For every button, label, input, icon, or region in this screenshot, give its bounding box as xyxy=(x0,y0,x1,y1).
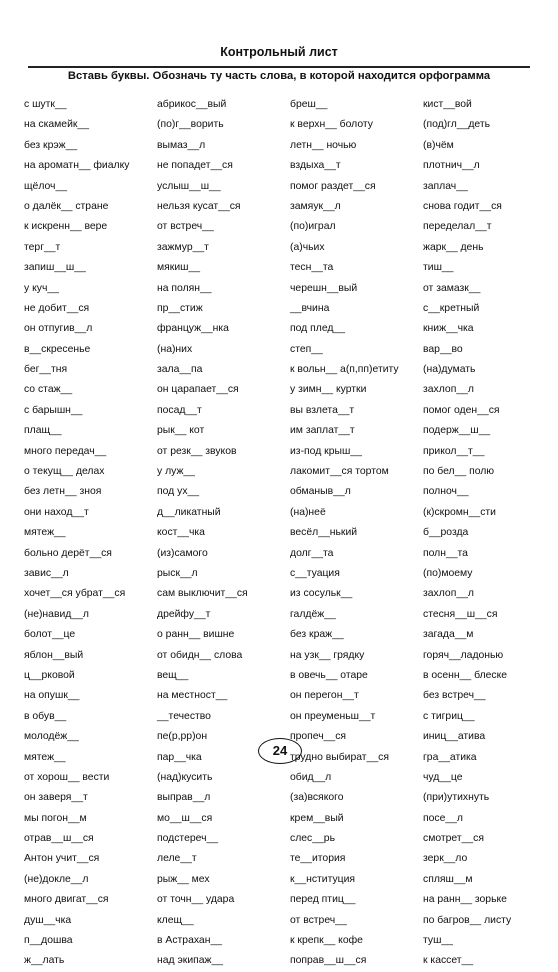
exercise-item: по бел__ полю xyxy=(423,466,495,478)
exercise-item: __вчина xyxy=(290,302,330,314)
exercise-item: под ух__ xyxy=(157,486,200,498)
exercise-item: снова годит__ся xyxy=(423,200,502,212)
exercise-item: пар__чка xyxy=(157,751,202,763)
exercise-item: к искренн__ вере xyxy=(24,221,108,233)
exercise-item: (под)гл__деть xyxy=(423,119,491,131)
exercise-item: перед птиц__ xyxy=(290,894,356,906)
exercise-item: вздыха__т xyxy=(290,160,341,172)
exercise-item: вымаз__л xyxy=(157,139,206,151)
exercise-item: из-под крыш__ xyxy=(290,445,362,457)
exercise-item: рык__ кот xyxy=(157,425,205,437)
exercise-item: плащ__ xyxy=(24,425,62,437)
exercise-item: с барышн__ xyxy=(24,404,83,416)
exercise-item: леле__т xyxy=(157,853,197,865)
exercise-item: посе__л xyxy=(423,812,463,824)
exercise-item: о ранн__ вишне xyxy=(157,629,235,641)
exercise-item: заплач__ xyxy=(423,180,468,192)
exercise-item: рыск__л xyxy=(157,567,198,579)
exercise-item: д__ликатный xyxy=(157,506,221,518)
exercise-item: без крэж__ xyxy=(24,139,78,151)
exercise-item: от замазк__ xyxy=(423,282,481,294)
exercise-item: в осенн__ блеске xyxy=(423,669,508,681)
exercise-item: обид__л xyxy=(290,771,332,783)
exercise-item: мякиш__ xyxy=(157,262,201,274)
exercise-item: иниц__атива xyxy=(423,731,486,743)
exercise-item: больно дерёт__ся xyxy=(24,547,112,559)
exercise-item: он отпугив__л xyxy=(24,323,93,335)
page-title: Контрольный лист xyxy=(220,45,338,59)
exercise-item: летн__ ночью xyxy=(290,139,357,151)
exercise-item: с тигриц__ xyxy=(423,710,475,722)
exercise-item: (по)моему xyxy=(423,567,473,579)
exercise-item: Антон учит__ся xyxy=(24,853,100,865)
word-column-3 xyxy=(290,95,420,972)
exercise-item: яблон__вый xyxy=(24,649,84,661)
exercise-item: от встреч__ xyxy=(290,914,347,926)
exercise-item: с__кретный xyxy=(423,302,480,314)
exercise-item: гра__атика xyxy=(423,751,477,763)
exercise-item: вар__во xyxy=(423,343,463,355)
exercise-item: захлоп__л xyxy=(423,588,474,600)
exercise-item: к__нституция xyxy=(290,873,356,885)
exercise-item: (на)думать xyxy=(423,364,476,376)
exercise-item: завис__л xyxy=(24,567,69,579)
exercise-item: вещ__ xyxy=(157,669,189,681)
exercise-item: от хорош__ вести xyxy=(24,771,110,783)
exercise-item: не добит__ся xyxy=(24,302,90,314)
exercise-item: без встреч__ xyxy=(423,690,486,702)
exercise-item: полноч__ xyxy=(423,486,469,498)
exercise-item: француж__нка xyxy=(157,323,229,335)
exercise-item: горяч__ладонью xyxy=(423,649,504,661)
exercise-item: п__дошва xyxy=(24,935,73,947)
exercise-item: щёлоч__ xyxy=(24,180,68,192)
exercise-item: к кассет__ xyxy=(423,955,474,967)
exercise-item: по багров__ листу xyxy=(423,914,512,926)
exercise-item: весёл__нький xyxy=(290,527,358,539)
exercise-item: рыж__ мех xyxy=(157,873,210,885)
exercise-item: они наход__т xyxy=(24,506,89,518)
exercise-item: (а)чьих xyxy=(290,241,325,253)
exercise-item: со стаж__ xyxy=(24,384,73,396)
exercise-item: от точн__ удара xyxy=(157,894,235,906)
exercise-item: (над)кусить xyxy=(157,771,213,783)
exercise-item: на ароматн__ фиалку xyxy=(24,160,130,172)
exercise-item: отрав__ш__ся xyxy=(24,833,94,845)
exercise-item: зала__па xyxy=(157,364,203,376)
exercise-item: от встреч__ xyxy=(157,221,214,233)
exercise-item: он преуменьш__т xyxy=(290,710,376,722)
word-column-4 xyxy=(423,95,553,972)
exercise-item: (не)докле__л xyxy=(24,873,89,885)
instruction-text: Вставь буквы. Обозначь ту часть слова, в которой находится орфограмма xyxy=(67,70,491,82)
exercise-item: (по)г__ворить xyxy=(157,119,224,131)
exercise-item: крем__вый xyxy=(290,812,344,824)
exercise-item: помог раздет__ся xyxy=(290,180,376,192)
exercise-item: подстереч__ xyxy=(157,833,219,845)
exercise-item: клещ__ xyxy=(157,914,194,926)
exercise-item: загада__м xyxy=(423,629,474,641)
exercise-item: тесн__та xyxy=(290,262,334,274)
exercise-item: молодёж__ xyxy=(24,731,79,743)
exercise-item: галдёж__ xyxy=(290,608,336,620)
exercise-item: о далёк__ стране xyxy=(24,200,109,212)
exercise-item: прикол__т__ xyxy=(423,445,485,457)
exercise-item: черешн__вый xyxy=(290,282,358,294)
exercise-item: сам выключит__ся xyxy=(157,588,248,600)
exercise-item: (при)утихнуть xyxy=(423,792,490,804)
exercise-item: с шутк__ xyxy=(24,99,67,110)
exercise-item: терг__т xyxy=(24,241,61,253)
exercise-item: трудно выбират__ся xyxy=(290,751,389,763)
exercise-item: нельзя кусат__ся xyxy=(157,200,241,212)
exercise-item: зажмур__т xyxy=(157,241,209,253)
exercise-item: кист__вой xyxy=(423,99,472,110)
exercise-item: он заверя__т xyxy=(24,792,88,804)
exercise-item: душ__чка xyxy=(24,914,72,926)
exercise-item: на полян__ xyxy=(157,282,212,294)
exercise-item: без летн__ зноя xyxy=(24,486,102,498)
exercise-item: в Астрахан__ xyxy=(157,935,223,947)
exercise-item: не попадет__ся xyxy=(157,160,233,172)
exercise-item: в овечь__ отаре xyxy=(290,669,368,681)
exercise-item: хочет__ся убрат__ся xyxy=(24,588,126,600)
exercise-item: услыш__ш__ xyxy=(157,180,221,192)
exercise-item: пропеч__ся xyxy=(290,731,347,743)
exercise-item: смотрет__ся xyxy=(423,833,484,845)
exercise-item: степ__ xyxy=(290,343,323,355)
exercise-item: захлоп__л xyxy=(423,384,474,396)
exercise-item: мятеж__ xyxy=(24,751,66,763)
exercise-item: полн__та xyxy=(423,547,468,559)
exercise-item: болот__це xyxy=(24,629,76,641)
word-column-2 xyxy=(157,95,287,972)
exercise-item: из сосульк__ xyxy=(290,588,353,600)
exercise-item: вы взлета__т xyxy=(290,404,355,416)
exercise-item: в обув__ xyxy=(24,710,67,722)
exercise-item: чуд__це xyxy=(423,771,463,783)
exercise-item: он царапает__ся xyxy=(157,384,239,396)
title-divider xyxy=(28,66,530,68)
exercise-item: абрикос__вый xyxy=(157,99,227,110)
exercise-item: на скамейк__ xyxy=(24,119,89,131)
exercise-item: плотнич__л xyxy=(423,160,480,172)
exercise-item: много передач__ xyxy=(24,445,107,457)
exercise-item: (из)самого xyxy=(157,547,208,559)
exercise-item: к крепк__ кофе xyxy=(290,935,363,947)
word-column-1 xyxy=(24,95,154,972)
exercise-item: на местност__ xyxy=(157,690,228,702)
exercise-item: (на)них xyxy=(157,343,193,355)
page-number: 24 xyxy=(258,738,302,764)
exercise-item: выправ__л xyxy=(157,792,211,804)
exercise-item: он перегон__т xyxy=(290,690,359,702)
exercise-item: дрейфу__т xyxy=(157,608,211,620)
exercise-item: лакомит__ся тортом xyxy=(290,466,389,478)
exercise-item: в__скресенье xyxy=(24,343,91,355)
exercise-item: от резк__ звуков xyxy=(157,445,237,457)
exercise-item: кост__чка xyxy=(157,527,205,539)
exercise-item: (на)неё xyxy=(290,506,326,518)
exercise-item: книж__чка xyxy=(423,323,474,335)
exercise-item: посад__т xyxy=(157,404,202,416)
exercise-item: пр__стиж xyxy=(157,302,203,314)
exercise-item: на опушк__ xyxy=(24,690,80,702)
exercise-item: бег__тня xyxy=(24,364,68,376)
exercise-item: над экипаж__ xyxy=(157,955,224,967)
exercise-item: (в)чём xyxy=(423,139,454,151)
exercise-item: тиш__ xyxy=(423,262,454,274)
exercise-item: без краж__ xyxy=(290,629,344,641)
exercise-item: мы погон__м xyxy=(24,812,87,824)
exercise-item: (по)играл xyxy=(290,221,336,233)
exercise-item: от обидн__ слова xyxy=(157,649,243,661)
exercise-item: переделал__т xyxy=(423,221,492,233)
exercise-item: (не)навид__л xyxy=(24,608,89,620)
exercise-item: пе(р,рр)он xyxy=(157,731,208,743)
exercise-item: им заплат__т xyxy=(290,425,355,437)
exercise-item: (к)скромн__сти xyxy=(423,506,496,518)
exercise-item: стесня__ш__ся xyxy=(423,608,498,620)
exercise-item: бреш__ xyxy=(290,99,328,110)
exercise-item: ц__рковой xyxy=(24,669,75,681)
exercise-item: слес__рь xyxy=(290,833,335,845)
exercise-item: __течество xyxy=(157,710,211,722)
exercise-item: к вольн__ а(п,пп)етиту xyxy=(290,364,399,376)
exercise-item: подерж__ш__ xyxy=(423,425,491,437)
exercise-item: у зимн__ куртки xyxy=(290,384,367,396)
exercise-item: (за)всякого xyxy=(290,792,344,804)
exercise-item: под плед__ xyxy=(290,323,345,335)
exercise-item: ж__лать xyxy=(24,955,65,967)
exercise-item: обманыв__л xyxy=(290,486,351,498)
exercise-item: б__розда xyxy=(423,527,469,539)
exercise-item: те__итория xyxy=(290,853,346,865)
exercise-item: спляш__м xyxy=(423,873,473,885)
exercise-item: запиш__ш__ xyxy=(24,262,86,274)
exercise-item: у куч__ xyxy=(24,282,59,294)
exercise-item: замяук__л xyxy=(290,200,341,212)
exercise-item: долг__та xyxy=(290,547,334,559)
exercise-item: жарк__ день xyxy=(423,241,484,253)
exercise-item: туш__ xyxy=(423,935,453,947)
exercise-item: о текущ__ делах xyxy=(24,466,105,478)
exercise-item: на узк__ грядку xyxy=(290,649,365,661)
exercise-item: к верхн__ болоту xyxy=(290,119,373,131)
exercise-item: мятеж__ xyxy=(24,527,66,539)
exercise-item: на ранн__ зорьке xyxy=(423,894,507,906)
exercise-item: поправ__ш__ся xyxy=(290,955,367,967)
exercise-item: у луж__ xyxy=(157,466,195,478)
exercise-item: помог оден__ся xyxy=(423,404,500,416)
exercise-item: с__туация xyxy=(290,567,340,579)
exercise-item: мо__ш__ся xyxy=(157,812,213,824)
exercise-item: много двигат__ся xyxy=(24,894,109,906)
exercise-item: зерк__ло xyxy=(423,853,468,865)
